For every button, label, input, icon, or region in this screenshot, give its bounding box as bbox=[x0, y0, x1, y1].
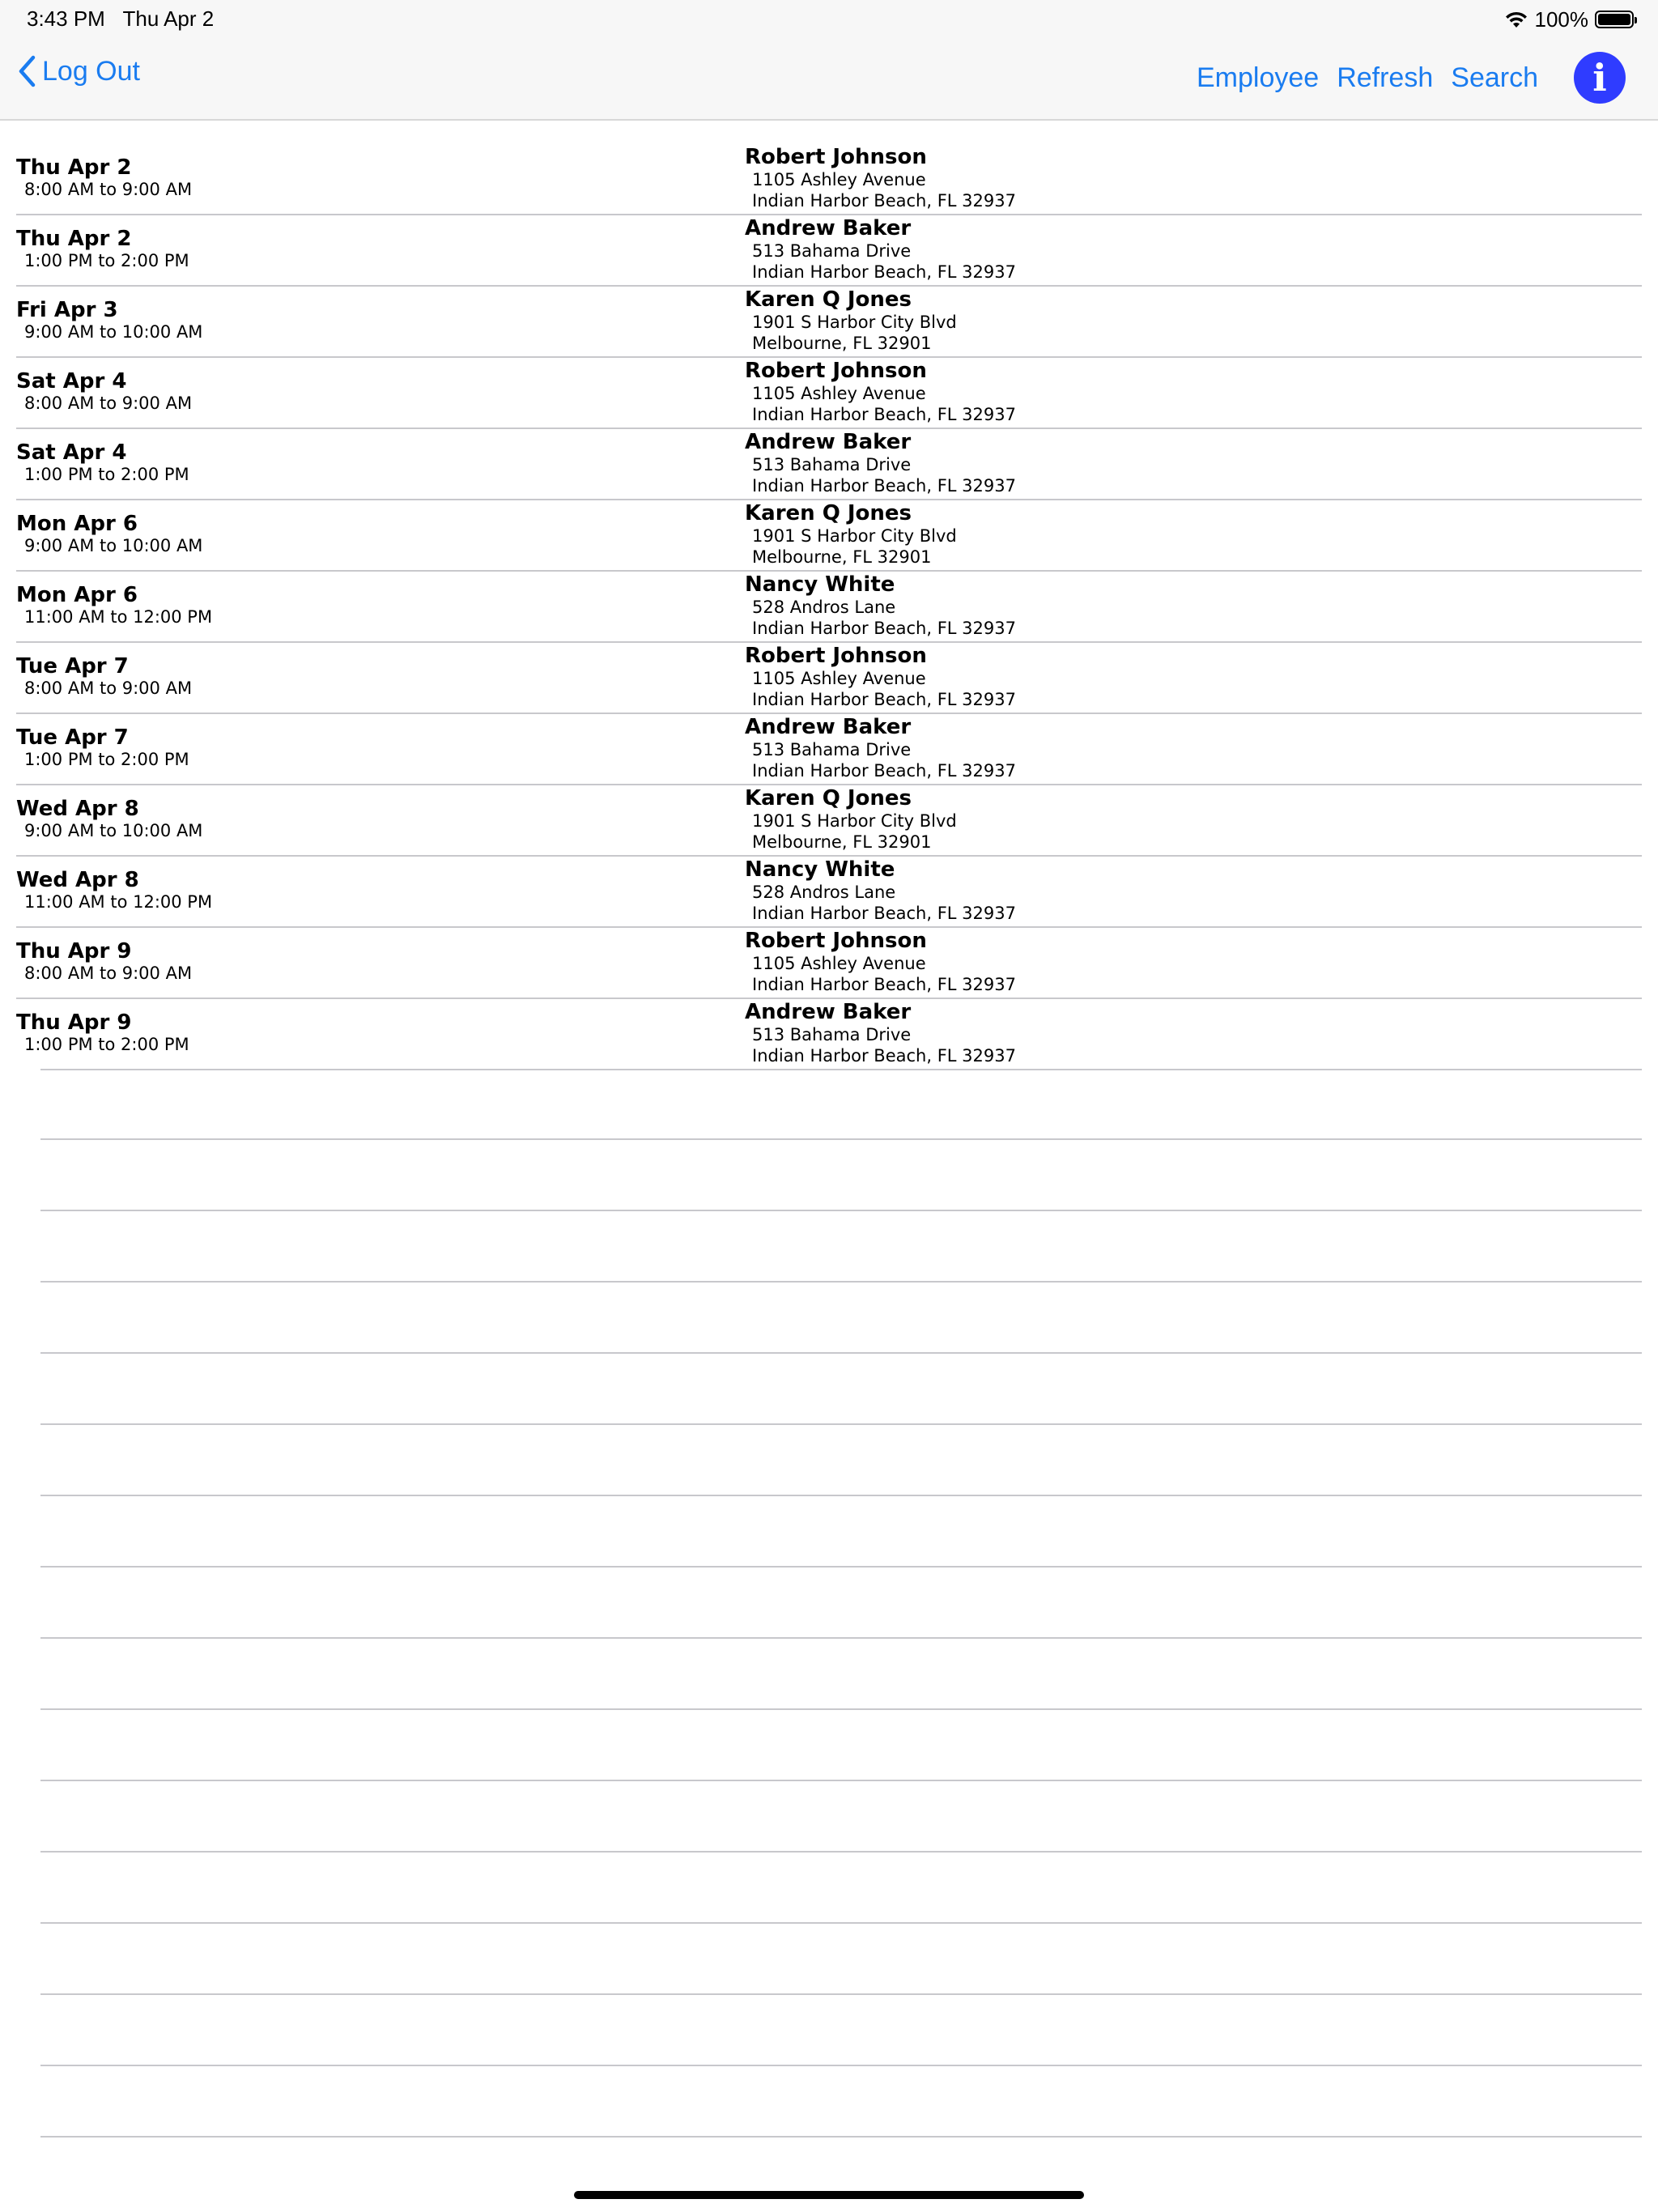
appointment-date: Sat Apr 4 bbox=[16, 440, 127, 465]
navigation-bar bbox=[0, 39, 1658, 121]
battery-fill bbox=[1598, 14, 1630, 25]
appointment-time: 9:00 AM to 10:00 AM bbox=[24, 536, 203, 555]
appointment-time: 11:00 AM to 12:00 PM bbox=[24, 892, 213, 912]
customer-address-line1: 513 Bahama Drive bbox=[752, 241, 912, 261]
appointment-row[interactable] bbox=[0, 926, 1658, 998]
customer-name: Andrew Baker bbox=[745, 1000, 912, 1024]
appointment-date: Fri Apr 3 bbox=[16, 298, 118, 322]
appointment-date: Sat Apr 4 bbox=[16, 369, 127, 393]
empty-row-separator bbox=[40, 1780, 1642, 1781]
appointment-time: 8:00 AM to 9:00 AM bbox=[24, 963, 193, 983]
customer-name: Andrew Baker bbox=[745, 430, 912, 454]
appointment-time: 8:00 AM to 9:00 AM bbox=[24, 678, 193, 698]
appointment-time: 9:00 AM to 10:00 AM bbox=[24, 322, 203, 342]
customer-address-line2: Indian Harbor Beach, FL 32937 bbox=[752, 975, 1016, 994]
customer-address-line1: 1901 S Harbor City Blvd bbox=[752, 811, 957, 831]
appointment-row[interactable] bbox=[0, 570, 1658, 641]
empty-row-separator bbox=[40, 1495, 1642, 1496]
status-indicators bbox=[1504, 5, 1635, 34]
customer-name: Karen Q Jones bbox=[745, 786, 912, 810]
customer-name: Andrew Baker bbox=[745, 216, 912, 240]
appointment-row[interactable] bbox=[0, 499, 1658, 570]
customer-address-line1: 1105 Ashley Avenue bbox=[752, 669, 926, 688]
appointment-row[interactable] bbox=[0, 214, 1658, 285]
customer-address-line1: 528 Andros Lane bbox=[752, 883, 896, 902]
appointment-time: 8:00 AM to 9:00 AM bbox=[24, 180, 193, 199]
appointment-date: Thu Apr 9 bbox=[16, 1010, 132, 1035]
appointment-list bbox=[0, 143, 1658, 1069]
customer-name: Karen Q Jones bbox=[745, 287, 912, 312]
appointment-row[interactable] bbox=[0, 998, 1658, 1069]
battery-icon bbox=[1595, 11, 1634, 28]
empty-row-separator bbox=[40, 1922, 1642, 1924]
chevron-left-icon bbox=[18, 55, 36, 87]
appointment-row[interactable] bbox=[0, 285, 1658, 356]
empty-row-separator bbox=[40, 2136, 1642, 2138]
customer-name: Robert Johnson bbox=[745, 145, 927, 169]
customer-address-line2: Indian Harbor Beach, FL 32937 bbox=[752, 476, 1016, 496]
appointment-row[interactable] bbox=[0, 713, 1658, 784]
appointment-date: Wed Apr 8 bbox=[16, 797, 139, 821]
customer-address-line2: Indian Harbor Beach, FL 32937 bbox=[752, 761, 1016, 781]
status-time bbox=[27, 6, 214, 32]
appointment-time: 1:00 PM to 2:00 PM bbox=[24, 1035, 189, 1054]
home-indicator bbox=[574, 2191, 1084, 2199]
customer-name: Nancy White bbox=[745, 857, 895, 882]
empty-row-separator bbox=[40, 1210, 1642, 1211]
appointment-date: Mon Apr 6 bbox=[16, 512, 138, 536]
customer-address-line1: 1105 Ashley Avenue bbox=[752, 954, 926, 973]
battery-percentage: 100% bbox=[1534, 6, 1588, 32]
customer-address-line2: Indian Harbor Beach, FL 32937 bbox=[752, 690, 1016, 709]
wifi-icon bbox=[1504, 10, 1528, 29]
empty-row-separator bbox=[40, 1138, 1642, 1140]
customer-address-line1: 513 Bahama Drive bbox=[752, 1025, 912, 1044]
customer-name: Robert Johnson bbox=[745, 929, 927, 953]
info-icon: i bbox=[1592, 56, 1607, 100]
customer-name: Andrew Baker bbox=[745, 715, 912, 739]
appointment-row[interactable] bbox=[0, 784, 1658, 855]
appointment-row[interactable] bbox=[0, 356, 1658, 428]
customer-address-line1: 513 Bahama Drive bbox=[752, 455, 912, 474]
empty-row-separator bbox=[40, 1637, 1642, 1639]
employee-button[interactable]: Employee bbox=[1197, 62, 1320, 93]
customer-address-line2: Indian Harbor Beach, FL 32937 bbox=[752, 191, 1016, 211]
customer-address-line2: Indian Harbor Beach, FL 32937 bbox=[752, 405, 1016, 424]
appointment-date: Tue Apr 7 bbox=[16, 654, 129, 678]
appointment-time: 1:00 PM to 2:00 PM bbox=[24, 750, 189, 769]
customer-address-line1: 1105 Ashley Avenue bbox=[752, 170, 926, 189]
appointment-row[interactable] bbox=[0, 641, 1658, 713]
empty-row-separator bbox=[40, 1566, 1642, 1568]
appointment-row[interactable] bbox=[0, 855, 1658, 926]
appointment-time: 1:00 PM to 2:00 PM bbox=[24, 251, 189, 270]
customer-name: Karen Q Jones bbox=[745, 501, 912, 525]
customer-address-line2: Indian Harbor Beach, FL 32937 bbox=[752, 262, 1016, 282]
empty-row-separator bbox=[40, 2065, 1642, 2066]
appointment-row[interactable] bbox=[0, 143, 1658, 214]
status-clock: 3:43 PM bbox=[27, 6, 105, 31]
customer-name: Robert Johnson bbox=[745, 644, 927, 668]
customer-address-line1: 528 Andros Lane bbox=[752, 598, 896, 617]
customer-address-line2: Indian Harbor Beach, FL 32937 bbox=[752, 1046, 1016, 1066]
appointment-date: Thu Apr 2 bbox=[16, 155, 132, 180]
customer-name: Nancy White bbox=[745, 572, 895, 597]
appointment-date: Wed Apr 8 bbox=[16, 868, 139, 892]
customer-name: Robert Johnson bbox=[745, 359, 927, 383]
empty-row-separator bbox=[40, 1352, 1642, 1354]
customer-address-line1: 1105 Ashley Avenue bbox=[752, 384, 926, 403]
empty-row-separator bbox=[40, 1851, 1642, 1853]
appointment-date: Mon Apr 6 bbox=[16, 583, 138, 607]
customer-address-line2: Melbourne, FL 32901 bbox=[752, 832, 932, 852]
status-bar bbox=[0, 0, 1658, 39]
appointment-date: Thu Apr 2 bbox=[16, 227, 132, 251]
appointment-time: 8:00 AM to 9:00 AM bbox=[24, 393, 193, 413]
search-button[interactable]: Search bbox=[1451, 62, 1538, 93]
refresh-button[interactable]: Refresh bbox=[1337, 62, 1434, 93]
appointment-date: Tue Apr 7 bbox=[16, 725, 129, 750]
empty-row-separator bbox=[40, 1281, 1642, 1283]
empty-row-separator bbox=[40, 1993, 1642, 1995]
appointment-row[interactable] bbox=[0, 428, 1658, 499]
appointment-time: 11:00 AM to 12:00 PM bbox=[24, 607, 213, 627]
empty-row-separator bbox=[40, 1423, 1642, 1425]
customer-address-line1: 513 Bahama Drive bbox=[752, 740, 912, 759]
appointment-time: 9:00 AM to 10:00 AM bbox=[24, 821, 203, 840]
customer-address-line2: Indian Harbor Beach, FL 32937 bbox=[752, 619, 1016, 638]
customer-address-line2: Indian Harbor Beach, FL 32937 bbox=[752, 904, 1016, 923]
row-separator bbox=[40, 1069, 1642, 1070]
status-date: Thu Apr 2 bbox=[122, 6, 215, 31]
log-out-label: Log Out bbox=[42, 55, 140, 87]
customer-address-line2: Melbourne, FL 32901 bbox=[752, 547, 932, 567]
appointment-date: Thu Apr 9 bbox=[16, 939, 132, 963]
info-button[interactable] bbox=[1574, 52, 1626, 104]
log-out-button[interactable] bbox=[18, 55, 140, 87]
nav-actions bbox=[1197, 52, 1626, 104]
empty-row-separator bbox=[40, 1708, 1642, 1710]
appointment-time: 1:00 PM to 2:00 PM bbox=[24, 465, 189, 484]
customer-address-line2: Melbourne, FL 32901 bbox=[752, 334, 932, 353]
customer-address-line1: 1901 S Harbor City Blvd bbox=[752, 313, 957, 332]
customer-address-line1: 1901 S Harbor City Blvd bbox=[752, 526, 957, 546]
